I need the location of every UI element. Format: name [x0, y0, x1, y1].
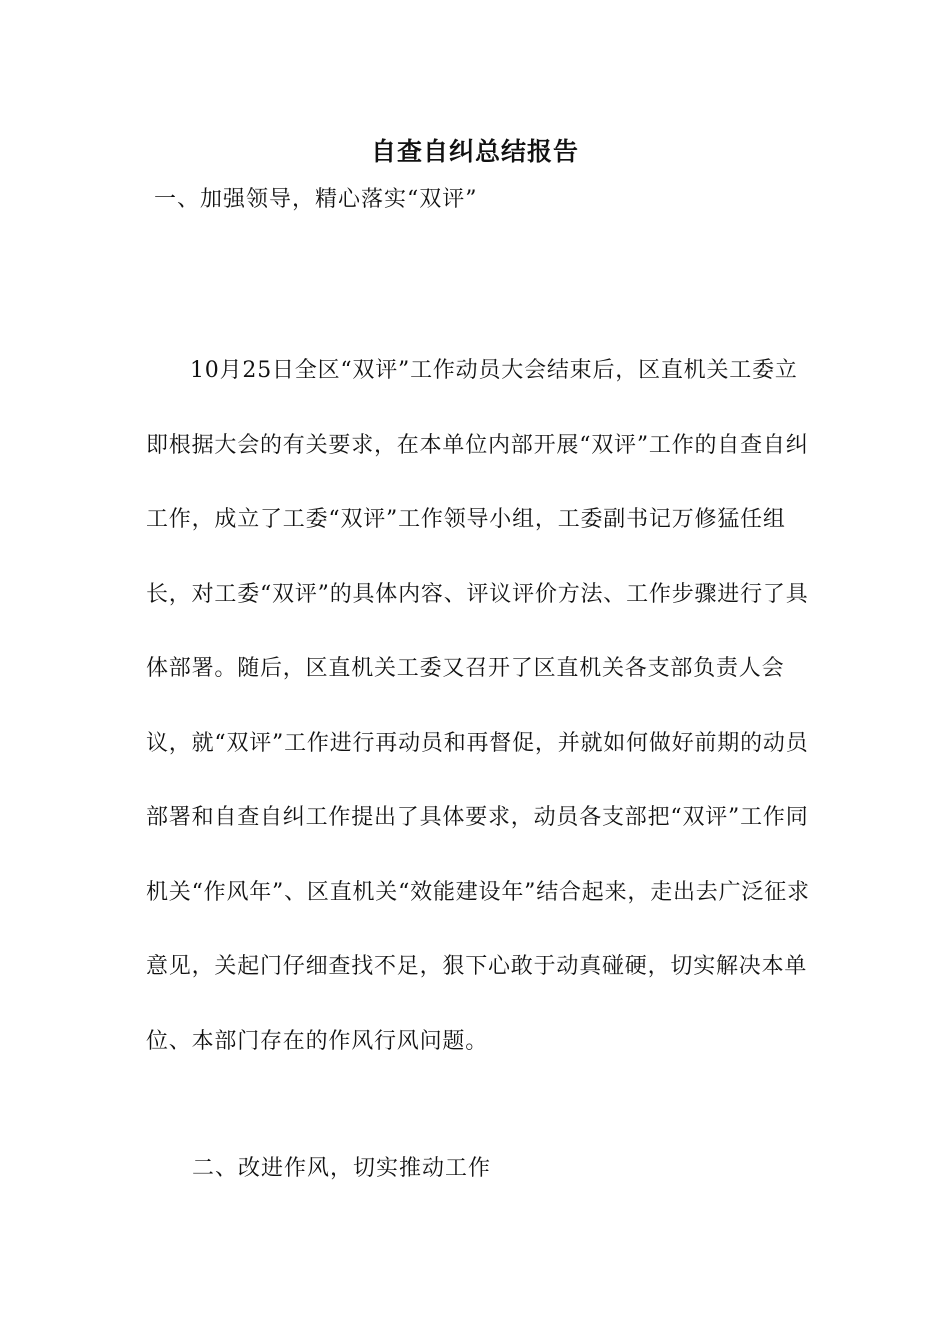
section-heading-1: 一、加强领导，精心落实“双评” — [154, 187, 478, 212]
section-1-paragraph: 10月25日全区“双评”工作动员大会结束后，区直机关工委立即根据大会的有关要求，在本单位内部开展“双评”工作的自查自纠工作，成立了工委“双评”工作领导小组，工委副书记万修猛任组长，对工委“双评”的具体内容、评议评价方法、工作步骤进行了具体部署。随后，区直机关工委又召开了区直机关各支部负责人会议，就“双评”工作进行再动员和再督促，并就如何做好前期的动员部署和自查自纠工作提出了具体要求，动员各支部把“双评”工作同机关“作风年”、区直机关“效能建设年”结合起来，走出去广泛征求意见，关起门仔细查找不足，狠下心敢于动真碰硬，切实解决本单位、本部门存在的作风行风问题。 — [146, 358, 810, 1054]
section-heading-2: 二、改进作风，切实推动工作 — [192, 1156, 492, 1181]
document-title: 自查自纠总结报告 — [370, 137, 579, 166]
